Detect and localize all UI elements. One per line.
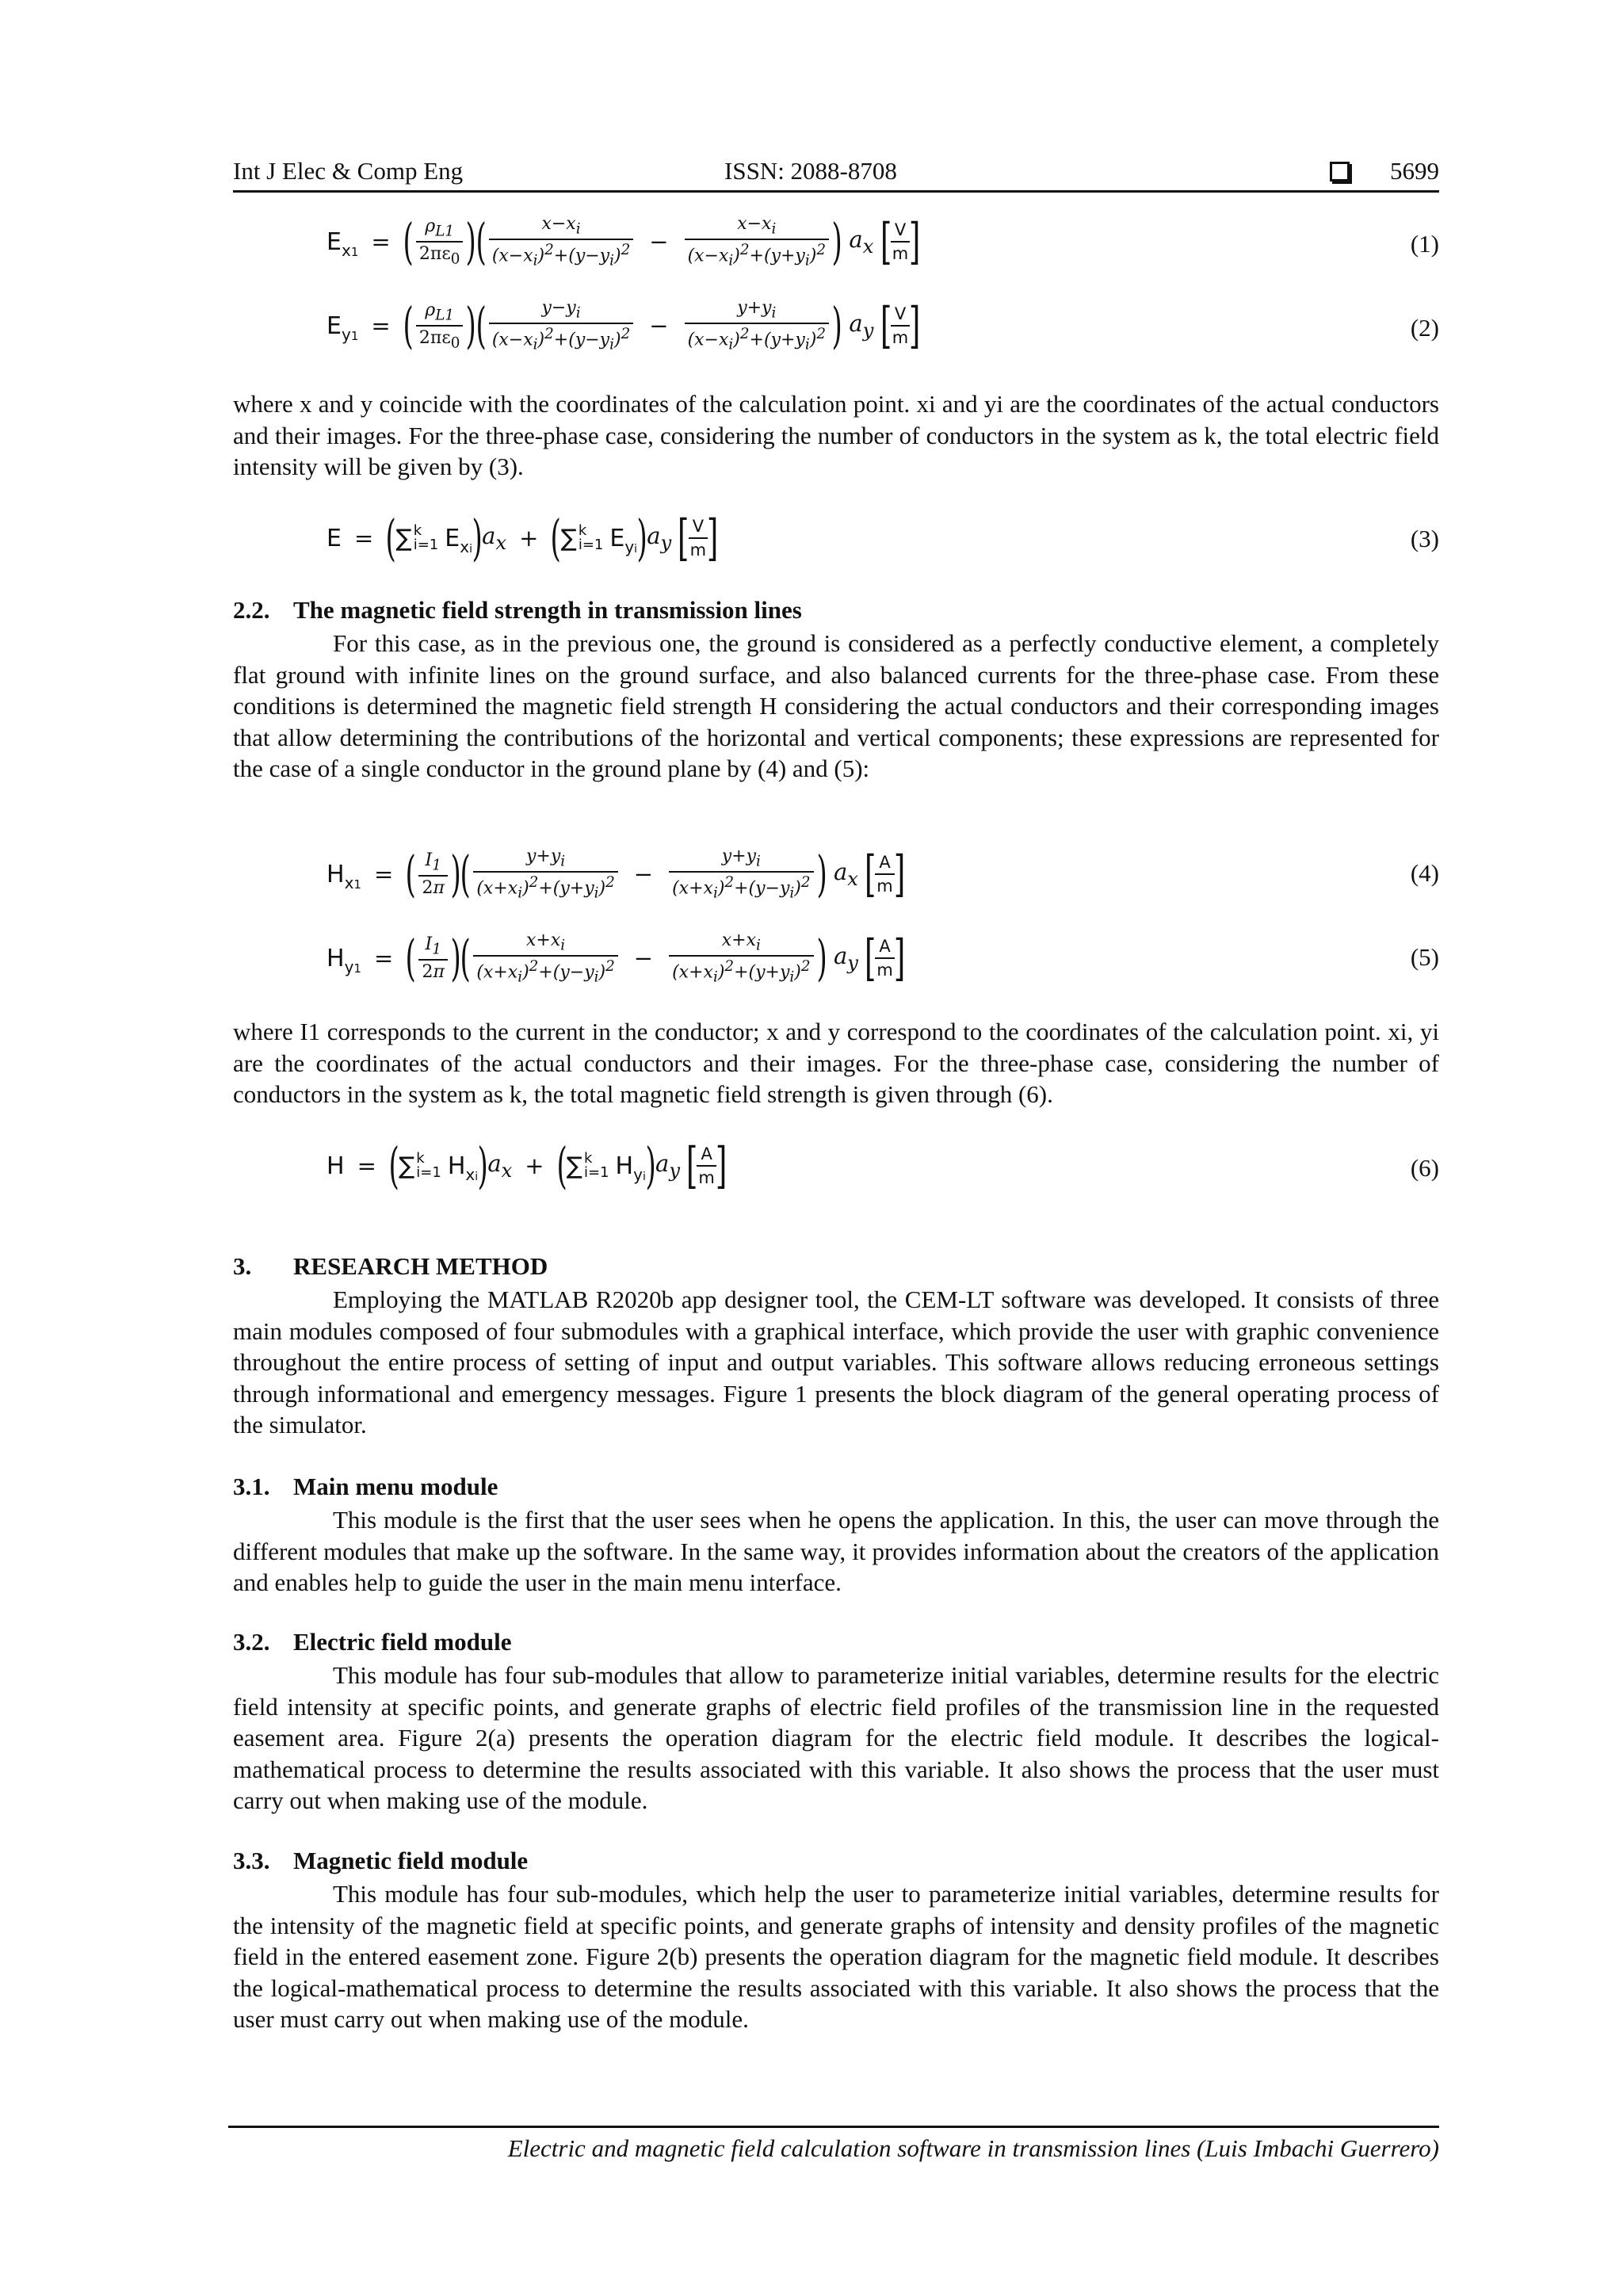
square-bullet-icon — [1330, 162, 1350, 181]
equation-2: $E_{y1}$ = ( $\frac{\rho_{L1}}{2\pi\varepsilon_0}$ ) ( $\frac{y-y_i}{(x-x_i)^2+(y-y_i)^2}$ − $\frac{y+y_i}{(x-x_i)^2+(y+y_i)^2}$ ) $a_y$ [ V m ] — [327, 296, 921, 355]
running-header — [233, 154, 1439, 193]
paragraph: This module has four sub-modules, which help the user to parameterize initial variables, determine results for the intensity of the magnetic field at specific points, and generate graphs of intensity and density profiles of the magnetic field in the entered easement zone. Figure 2(b) presents the operation diagram for the magnetic field module. It describes the logical-mathematical process to determine the results associated with this variable. It also shows the process that the user must carry out when making use of the module. — [233, 1880, 1439, 2033]
equation-3: E = ( ∑ k i=1 $E_{xi}$ ) $a_x$ + ( ∑ k i=1 $E_{yi}$ ) $a_y$ [ V m ] — [327, 509, 719, 567]
section-heading: 3.3. Magnetic field module — [233, 1847, 529, 1874]
equation-6: H = ( ∑ k i=1 $H_{xi}$ ) $a_x$ + ( ∑ k i=1 $H_{yi}$ ) $a_y$ [ A m ] — [327, 1137, 727, 1194]
section-heading: 2.2. The magnetic field strength in transmission lines — [233, 596, 802, 624]
paragraph: where I1 corresponds to the current in the conductor; x and y correspond to the coordinates of the calculation point. xi, yi are the coordinates of the actual conductors and their images. For the three-phase case, considering the number of conductors in the system as k, the total magnetic field strength is given through (6). — [233, 1018, 1439, 1108]
equation-number: (6) — [1410, 1154, 1439, 1182]
section-heading: 3.2. Electric field module — [233, 1628, 512, 1656]
equation-5: $H_{y1}$ = ( $\frac{I_1}{2\pi}$ ) ( $\frac{x+x_i}{(x+x_i)^2+(y-y_i)^2}$ − $\frac{x+x_i}{(x+x_i)^2+(y+y_i)^2}$ ) $a_y$ [ A m ] — [327, 929, 906, 988]
paragraph: For this case, as in the previous one, the ground is considered as a perfectly conductive element, a completely flat ground with infinite lines on the ground surface, and also balanced currents for the three-phase case. From these conditions is determined the magnetic field strength H considering the actual conductors and their corresponding images that allow determining the contributions of the horizontal and vertical components; these expressions are represented for the case of a single conductor in the ground plane by (4) and (5): — [233, 629, 1439, 782]
paragraph: Employing the MATLAB R2020b app designer tool, the CEM-LT software was developed. It consists of three main modules composed of four submodules with a graphical interface, which provide the user with graphic convenience throughout the entire process of setting of input and output variables. This software allows reducing erroneous settings through informational and emergency messages. Figure 1 presents the block diagram of the general operating process of the simulator. — [233, 1286, 1439, 1438]
equation-number: (5) — [1410, 943, 1439, 971]
equation-number: (4) — [1410, 859, 1439, 887]
section-heading: 3.1. Main menu module — [233, 1473, 498, 1500]
page-number: 5699 — [1390, 157, 1439, 185]
equation-1: $E_{x1}$ = ( $\frac{\rho_{L1}}{2\pi\varepsilon_0}$ ) ( $\frac{x-x_i}{(x-x_i)^2+(y-y_i)^2}$ − $\frac{x-x_i}{(x-x_i)^2+(y+y_i)^2}$ ) $a_x$ [ V m ] — [327, 212, 921, 271]
paragraph: This module has four sub-modules that allow to parameterize initial variables, determine results for the electric field intensity at specific points, and generate graphs of electric field profiles of the transmission line in the requested easement area. Figure 2(a) presents the operation diagram for the electric field module. It describes the logical-mathematical process to determine the results associated with this variable. It also shows the process that the user must carry out when making use of the module. — [233, 1661, 1439, 1814]
equation-number: (1) — [1410, 230, 1439, 258]
equation-number: (2) — [1410, 314, 1439, 342]
equation-4: $H_{x1}$ = ( $\frac{I_1}{2\pi}$ ) ( $\frac{y+y_i}{(x+x_i)^2+(y+y_i)^2}$ − $\frac{y+y_i}{(x+x_i)^2+(y-y_i)^2}$ ) $a_x$ [ A m ] — [327, 845, 906, 904]
journal-name: Int J Elec & Comp Eng — [233, 157, 464, 185]
paragraph: where x and y coincide with the coordinates of the calculation point. xi and yi are the coordinates of the actual conductors and their images. For the three-phase case, considering the number of conductors in the system as k, the total electric field intensity will be given by (3). — [233, 390, 1439, 480]
section-heading: 3. RESEARCH METHOD — [233, 1252, 548, 1280]
running-footer: Electric and magnetic field calculation software in transmission lines (Luis Imbachi Guerrero) — [228, 2126, 1439, 2163]
issn: ISSN: 2088-8708 — [724, 157, 897, 185]
equation-number: (3) — [1410, 525, 1439, 552]
paragraph: This module is the first that the user sees when he opens the application. In this, the user can move through the different modules that make up the software. In the same way, it provides information about the creators of the application and enables help to guide the user in the main menu interface. — [233, 1506, 1439, 1596]
